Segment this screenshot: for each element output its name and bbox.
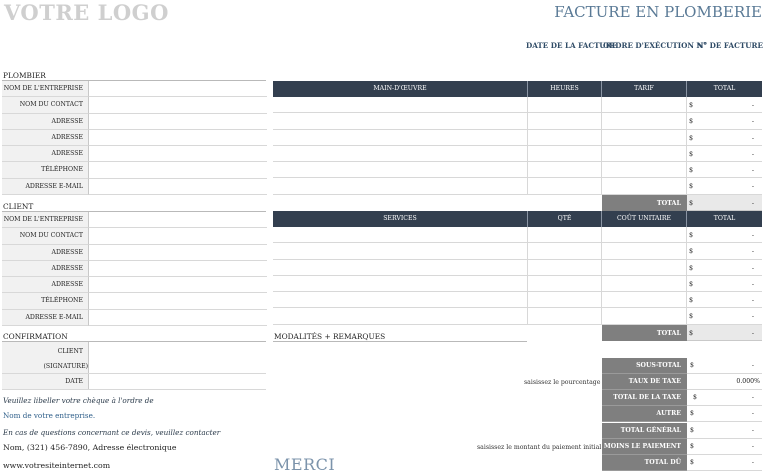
labor-header-rate: TARIF [602,81,687,97]
tax-rate-row [602,374,762,390]
subtotal-value [687,358,762,374]
less-payment-amount: - [751,443,754,450]
services-row-currency: $ [689,263,694,272]
plumber-field-input[interactable] [88,130,267,146]
subtotal-amount: - [751,362,754,369]
confirmation-table [2,342,266,390]
client-field-input[interactable] [88,228,267,244]
client-section-title: CLIENT [3,202,34,211]
contact-info: Nom, (321) 456-7890, Adresse électronique [3,443,177,452]
labor-cell-1[interactable] [273,146,528,161]
services-table [273,211,762,325]
client-info-row [2,293,267,309]
labor-row-amount: - [751,182,754,191]
labor-row-total [687,130,762,145]
labor-row-currency: $ [689,101,694,109]
client-field-label: NOM DE L'ENTREPRISE [2,212,88,228]
services-cell-3[interactable] [602,292,687,307]
confirmation-section-title: CONFIRMATION [3,332,68,341]
labor-cell-1[interactable] [273,162,528,177]
client-info-row [2,261,267,277]
services-row-total [687,260,762,275]
services-row-currency: $ [689,247,694,256]
services-table-row [273,260,762,276]
less-payment-currency: $ [690,443,694,450]
services-header-total: TOTAL [713,215,736,222]
plumber-field-input[interactable] [88,179,267,195]
services-cell-1[interactable] [273,243,528,258]
labor-row-total [687,97,762,112]
labor-total-amount: - [751,199,754,207]
plumber-field-input[interactable] [88,146,267,162]
plumber-info-row [2,81,267,97]
other-field[interactable] [687,406,762,422]
services-row-amount: - [751,263,754,272]
total-due-value [687,455,762,471]
labor-row-total [687,146,762,161]
labor-cell-3[interactable] [602,97,687,112]
client-field-input[interactable] [88,310,267,326]
services-cell-1[interactable] [273,227,528,242]
services-total-label: TOTAL [602,325,687,341]
labor-header-description: MAIN-D'ŒUVRE [273,81,528,97]
client-field-input[interactable] [88,212,267,228]
labor-cell-2[interactable] [528,146,602,161]
labor-cell-3[interactable] [602,178,687,193]
labor-total-label: TOTAL [602,195,687,211]
grand-total-amount: - [751,427,754,434]
labor-row-amount: - [751,149,754,158]
services-cell-2[interactable] [528,227,602,242]
labor-cell-3[interactable] [602,146,687,161]
tax-rate-hint: saisissez le pourcentage [524,379,601,386]
tax-rate-value: 0.000% [736,378,760,385]
labor-cell-2[interactable] [528,130,602,145]
services-cell-3[interactable] [602,308,687,323]
client-field-label: ADRESSE [2,245,88,261]
client-field-input[interactable] [88,245,267,261]
plumber-info-row [2,97,267,113]
payment-hint: saisissez le montant du paiement initial [477,444,602,451]
services-table-row [273,276,762,292]
services-cell-1[interactable] [273,292,528,307]
labor-cell-1[interactable] [273,97,528,112]
labor-row-currency: $ [689,133,694,142]
labor-table-row [273,162,762,178]
grand-total-value [687,423,762,439]
labor-cell-2[interactable] [528,162,602,177]
services-row-amount: - [751,279,754,288]
services-cell-3[interactable] [602,227,687,242]
tax-total-amount: - [751,394,754,401]
services-row-currency: $ [689,279,694,288]
signature-label-cell [2,342,88,373]
services-row-amount: - [751,247,754,256]
labor-row-total [687,113,762,128]
plumber-field-label: ADRESSE [2,130,88,146]
services-row-currency: $ [689,231,694,239]
services-header-qty: QTÉ [528,211,602,227]
total-due-amount: - [751,459,754,466]
labor-row-amount: - [751,166,754,175]
services-cell-3[interactable] [602,276,687,291]
services-row-amount: - [751,296,754,305]
subtotal-label: SOUS-TOTAL [602,358,687,374]
logo-placeholder: VOTRE LOGO [4,0,169,25]
client-info-row [2,277,267,293]
labor-cell-3[interactable] [602,130,687,145]
client-info-row [2,310,267,326]
plumber-field-input[interactable] [88,114,267,130]
remarks-field[interactable] [273,343,527,451]
labor-cell-1[interactable] [273,113,528,128]
signature-field[interactable] [88,342,266,373]
date-label: DATE [2,374,88,389]
services-row-currency: $ [689,296,694,305]
total-due-currency: $ [690,459,694,466]
total-due-label: TOTAL DÛ [602,455,687,471]
labor-cell-1[interactable] [273,130,528,145]
services-cell-3[interactable] [602,260,687,275]
labor-table-row [273,146,762,162]
labor-row-currency: $ [689,166,694,175]
thank-you-text: MERCI [274,455,336,474]
grand-total-label: TOTAL GÉNÉRAL [602,423,687,439]
labor-cell-2[interactable] [528,113,602,128]
labor-cell-3[interactable] [602,162,687,177]
labor-total-row [602,195,762,211]
other-label: AUTRE [602,406,687,422]
tax-total-value [687,390,762,406]
invoice-date-label: DATE DE LA FACTURE [526,41,618,50]
plumber-field-input[interactable] [88,162,267,178]
plumber-info-row [2,162,267,178]
client-info-row [2,228,267,244]
plumber-field-input[interactable] [88,81,267,97]
plumber-info-row [2,146,267,162]
labor-cell-1[interactable] [273,178,528,193]
services-header-description: SERVICES [273,211,528,227]
signature-hint: (SIGNATURE) [43,363,88,370]
services-row-total [687,276,762,291]
plumber-field-label: ADRESSE [2,146,88,162]
client-signature-label: CLIENT [57,348,83,355]
services-row-amount: - [751,231,754,239]
services-total-value [687,325,762,341]
other-row [602,406,762,422]
grand-total-row [602,423,762,439]
tax-rate-label: TAUX DE TAXE [602,374,687,390]
labor-cell-2[interactable] [528,97,602,112]
labor-row-currency: $ [689,149,694,158]
services-table-header [273,211,762,227]
plumber-info-row [2,130,267,146]
remarks-divider [273,341,527,342]
services-cell-2[interactable] [528,243,602,258]
remarks-title: MODALITÉS + REMARQUES [274,332,386,341]
services-total-row [602,325,762,341]
plumber-info-table [2,81,267,195]
services-row-total [687,292,762,307]
services-total-currency: $ [689,329,694,337]
services-row-total [687,243,762,258]
services-row-currency: $ [689,312,694,321]
client-info-row [2,212,267,228]
plumber-field-label: NOM DE L'ENTREPRISE [2,81,88,97]
labor-table-row [273,130,762,146]
services-row-amount: - [751,312,754,321]
date-field[interactable] [88,374,266,389]
plumber-field-label: NOM DU CONTACT [2,97,88,113]
plumber-section-title: PLOMBIER [3,71,46,80]
plumber-field-label: ADRESSE [2,114,88,130]
services-cell-3[interactable] [602,243,687,258]
client-field-input[interactable] [88,277,267,293]
labor-table-row [273,113,762,129]
services-table-row [273,227,762,243]
client-field-label: ADRESSE [2,277,88,293]
labor-row-total [687,178,762,193]
tax-total-currency: $ [693,394,697,401]
services-total-amount: - [751,329,754,337]
tax-rate-field[interactable] [687,374,762,390]
questions-note: En cas de questions concernant ce devis, veuillez contacter [3,428,221,437]
subtotal-currency: $ [690,362,694,369]
client-field-label: TÉLÉPHONE [2,293,88,309]
labor-header-hours: HEURES [528,81,602,97]
labor-cell-3[interactable] [602,113,687,128]
labor-table-header [273,81,762,97]
labor-table [273,81,762,195]
cheque-note: Veuillez libeller votre chèque à l'ordre de [3,396,154,405]
tax-total-label: TOTAL DE LA TAXE [602,390,687,406]
less-payment-label: MOINS LE PAIEMENT [602,439,687,455]
labor-row-currency: $ [689,117,694,126]
labor-cell-2[interactable] [528,178,602,193]
client-info-row [2,245,267,261]
services-header-unit-cost: COÛT UNITAIRE [602,211,687,227]
labor-total-currency: $ [689,199,694,207]
invoice-number-label: N° DE FACTURE [697,41,763,50]
client-field-label: ADRESSE [2,261,88,277]
client-field-label: ADRESSE E-MAIL [2,310,88,326]
services-table-row [273,308,762,324]
labor-row-amount: - [751,117,754,126]
plumber-field-label: TÉLÉPHONE [2,162,88,178]
plumber-info-row [2,179,267,195]
services-cell-2[interactable] [528,260,602,275]
subtotal-row [602,358,762,374]
other-amount: - [751,410,754,417]
services-cell-1[interactable] [273,308,528,323]
services-cell-1[interactable] [273,260,528,275]
services-table-row [273,292,762,308]
plumber-field-input[interactable] [88,97,267,113]
company-name-note: Nom de votre entreprise. [3,411,96,420]
services-row-total [687,227,762,242]
services-cell-1[interactable] [273,276,528,291]
services-cell-2[interactable] [528,308,602,323]
labor-table-row [273,178,762,194]
client-field-input[interactable] [88,293,267,309]
less-payment-field[interactable] [687,439,762,455]
total-due-row [602,455,762,471]
less-payment-row [602,439,762,455]
other-currency: $ [690,410,694,417]
labor-table-row [273,97,762,113]
client-info-table [2,212,267,326]
services-row-total [687,308,762,323]
labor-row-amount: - [751,133,754,142]
plumber-info-row [2,114,267,130]
labor-header-total: TOTAL [713,85,736,92]
labor-row-amount: - [751,101,754,109]
services-cell-2[interactable] [528,276,602,291]
website-link[interactable]: www.votresiteinternet.com [3,461,111,470]
plumber-field-label: ADRESSE E-MAIL [2,179,88,195]
grand-total-currency: $ [690,427,694,434]
labor-row-total [687,162,762,177]
services-table-row [273,243,762,259]
tax-total-row [602,390,762,406]
invoice-title: FACTURE EN PLOMBERIE [554,3,762,21]
services-cell-2[interactable] [528,292,602,307]
client-field-label: NOM DU CONTACT [2,228,88,244]
labor-row-currency: $ [689,182,694,191]
client-field-input[interactable] [88,261,267,277]
order-number-label: ORDRE D'EXÉCUTION N° [603,41,707,50]
labor-total-value [687,195,762,211]
